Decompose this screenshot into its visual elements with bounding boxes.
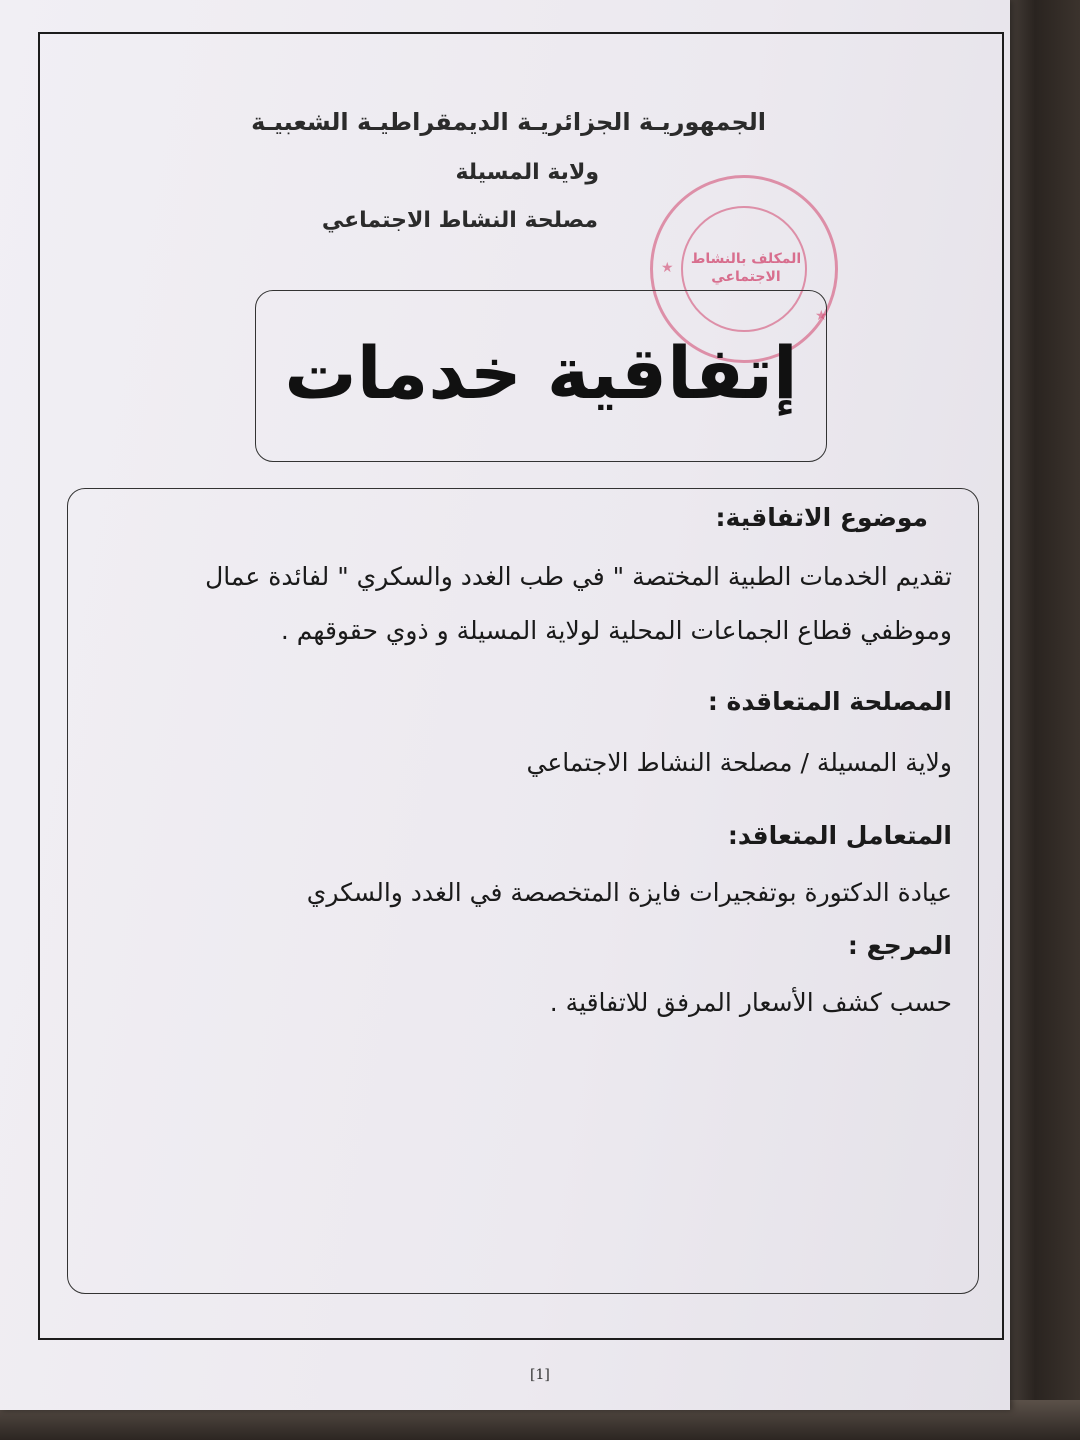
stamp-text-line2: الاجتماعي [711, 269, 781, 285]
title-box [255, 290, 827, 462]
reference-value: حسب كشف الأسعار المرفق للاتفاقية . [549, 988, 952, 1017]
page-number: [1] [530, 1367, 550, 1383]
stamp-text-line1: المكلف بالنشاط [690, 251, 802, 267]
stamp-text [683, 250, 809, 286]
contracting-service-value: ولاية المسيلة / مصلحة النشاط الاجتماعي [526, 748, 952, 777]
subject-line2: وموظفي قطاع الجماعات المحلية لولاية المسيلة و ذوي حقوقهم . [280, 616, 952, 645]
contracting-service-label: المصلحة المتعاقدة : [707, 687, 952, 716]
header-republic: الجمهوريـة الجزائريـة الديمقراطيـة الشعبيـة [251, 108, 766, 136]
reference-label: المرجع : [847, 931, 952, 960]
stamp-star-icon: ★ [815, 308, 828, 324]
background-edge [1005, 0, 1080, 1440]
contractor-label: المتعامل المتعاقد: [727, 821, 952, 850]
subject-label: موضوع الاتفاقية: [715, 503, 928, 532]
subject-line1: تقديم الخدمات الطبية المختصة " في طب الغدد والسكري " لفائدة عمال [205, 562, 952, 591]
document-title: إتفاقية خدمات [284, 331, 798, 415]
header-wilaya: ولاية المسيلة [455, 160, 599, 185]
content-box [67, 488, 979, 1294]
stamp-star-icon: ★ [661, 260, 674, 276]
header-service: مصلحة النشاط الاجتماعي [321, 208, 598, 233]
contractor-value: عيادة الدكتورة بوتفجيرات فايزة المتخصصة في الغدد والسكري [306, 878, 952, 907]
